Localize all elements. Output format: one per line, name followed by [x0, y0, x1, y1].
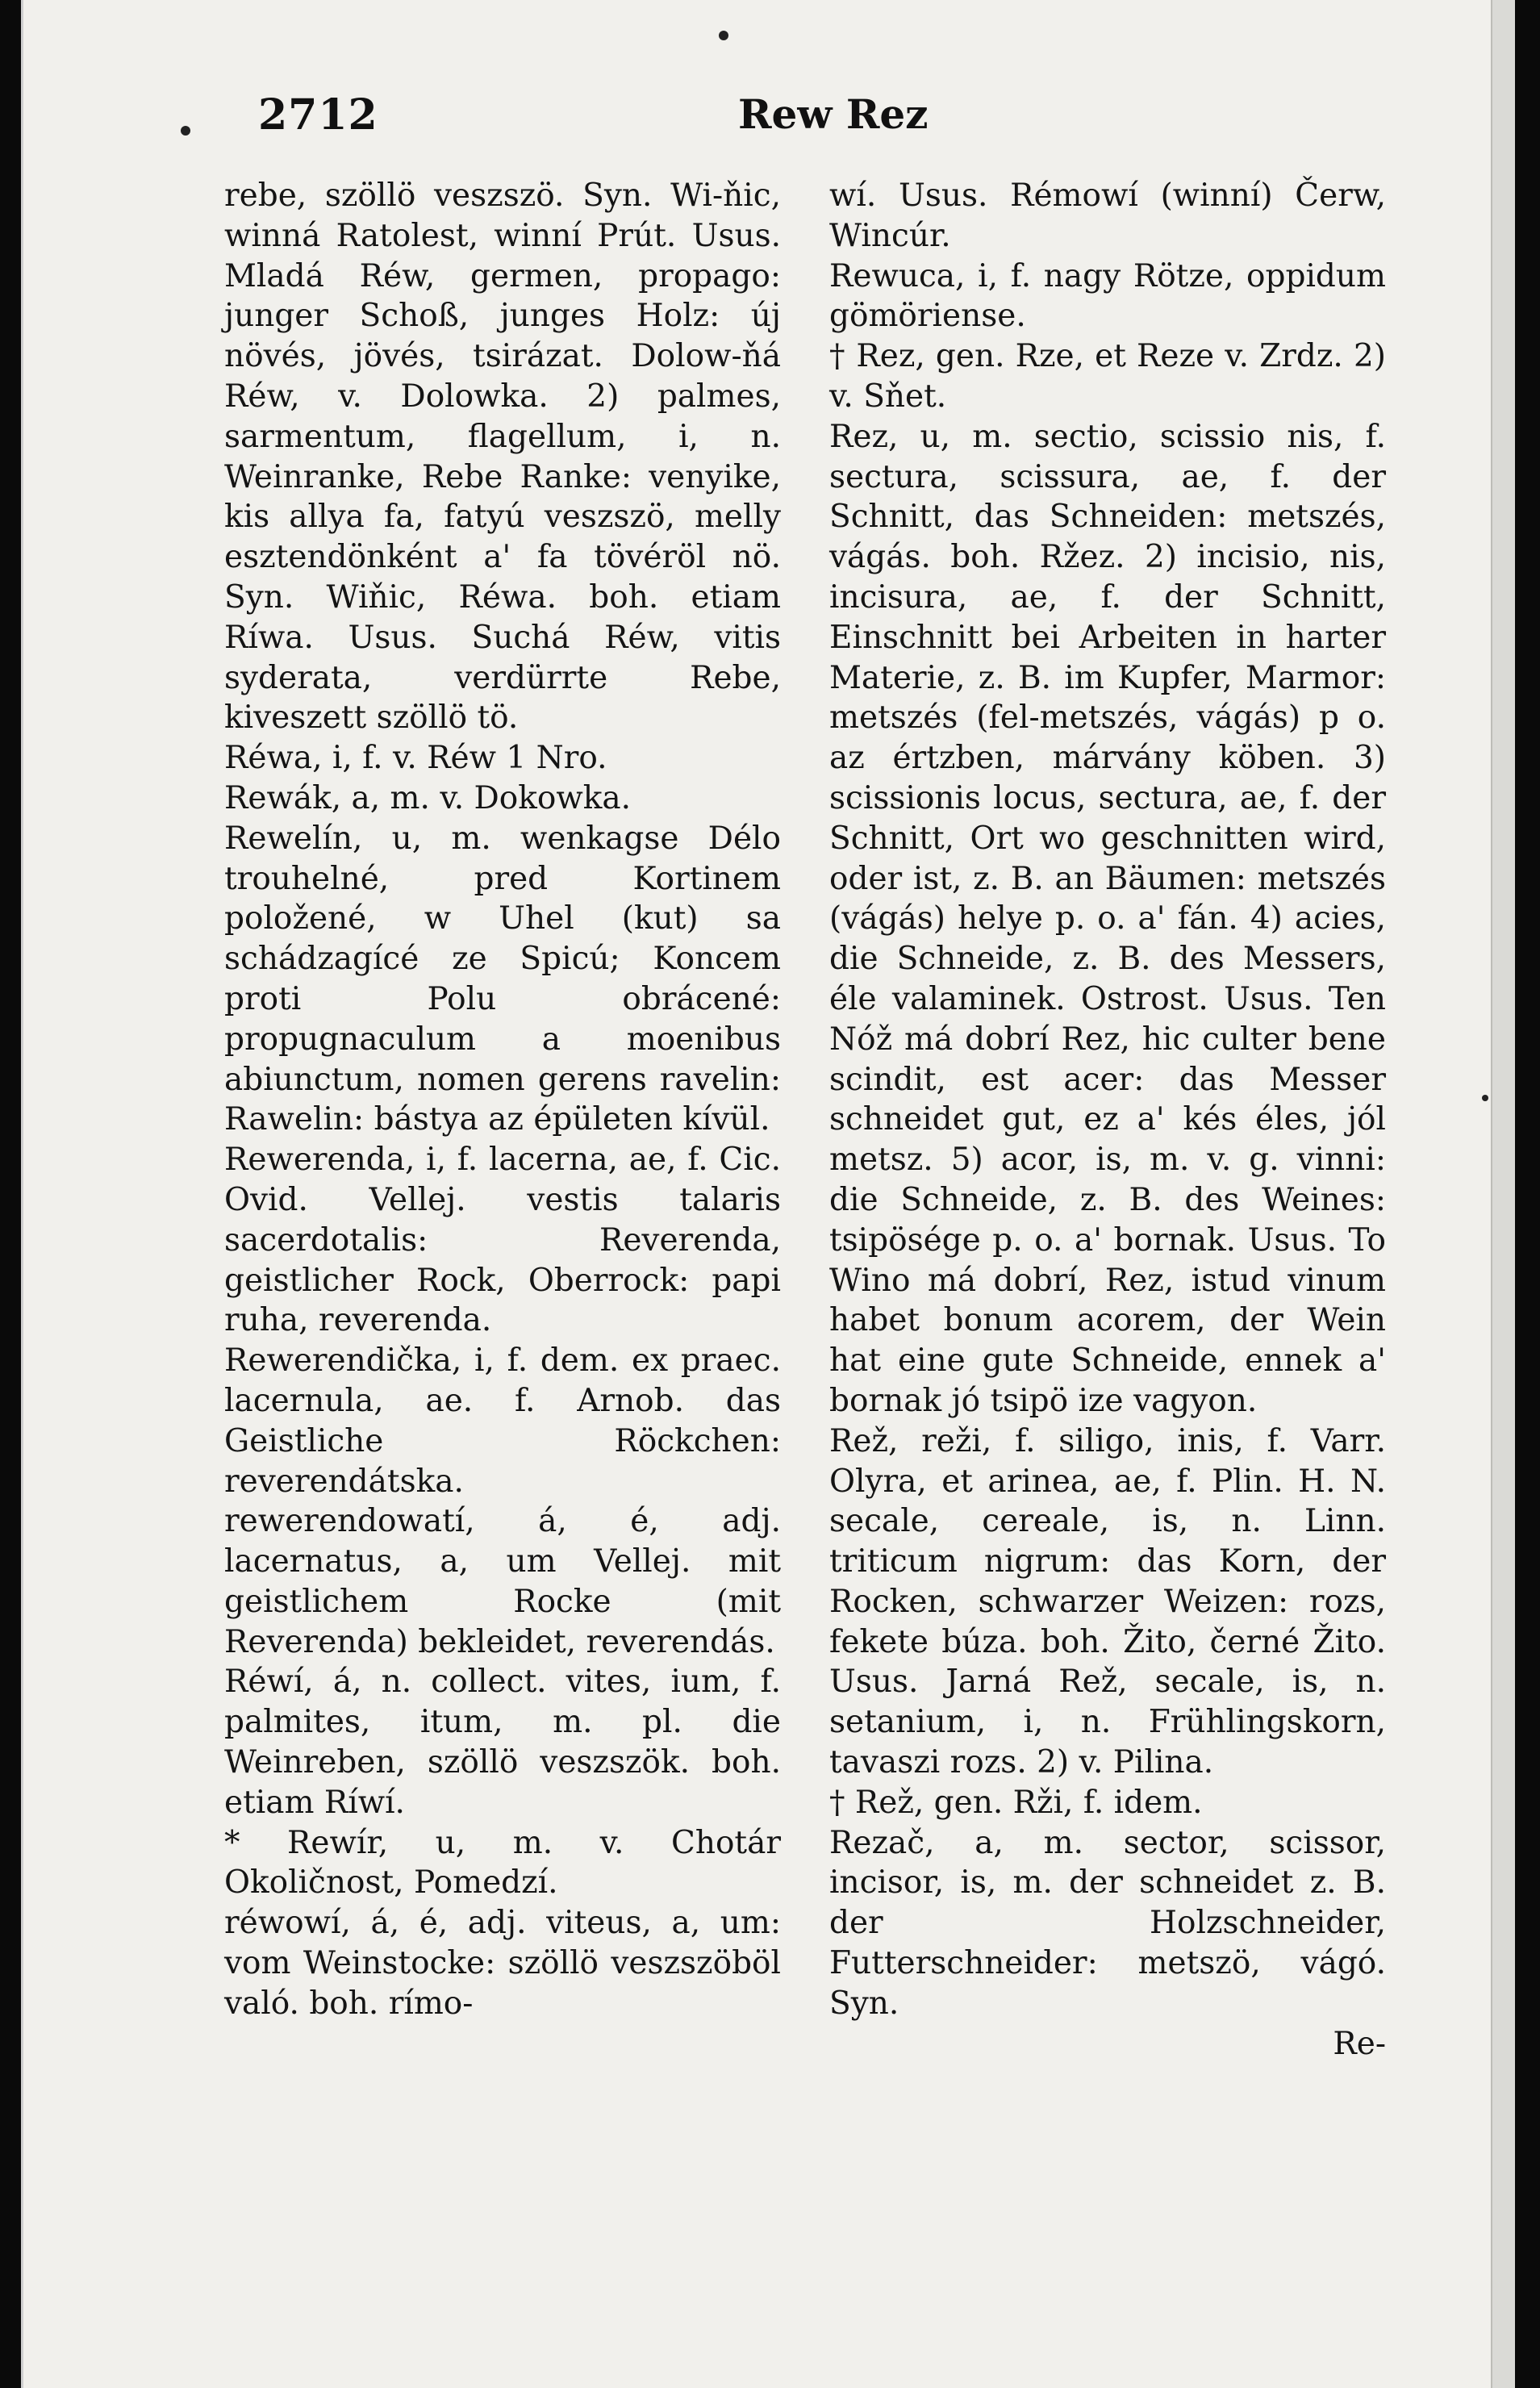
- page-edge: [1491, 0, 1515, 2388]
- ink-speck: [181, 126, 190, 136]
- dictionary-entry: rebe, szöllö veszszö. Syn. Wi-ňic, winná Ratolest, winní Prút. Usus. Mladá Réw, germen, propago: junger Schoß, junges Holz: új növés, jövés, tsirázat. Dolow-ňá Réw, v. Dolowka. 2) palmes, sarmentum, flagellum, i, n. Weinranke, Rebe Ranke: venyike, kis allya fa, fatyú veszszö, melly esztendönként a' fa tövéröl nö. Syn. Wiňic, Réwa. boh. etiam Ríwa. Usus. Suchá Réw, vitis syderata, verdürrte Rebe, kiveszett szöllö tö.: [224, 177, 781, 737]
- dictionary-entry: * Rewír, u, m. v. Chotár Okoličnost, Pomedzí.: [224, 1824, 781, 1902]
- left-column: [224, 176, 781, 2024]
- dictionary-entry: rewerendowatí, á, é, adj. lacernatus, a, um Vellej. mit geistlichem Rocke (mit Reverenda) bekleidet, reverendás.: [224, 1503, 781, 1660]
- ink-speck: [1482, 1095, 1488, 1101]
- dictionary-entry: Rewelín, u, m. wenkagse Délo trouhelné, pred Kortinem položené, w Uhel (kut) sa schádzagícé ze Spicú; Koncem proti Polu obrácené: propugnaculum a moenibus abiunctum, nomen gerens ravelin: Rawelin: bástya az épületen kívül.: [224, 820, 781, 1138]
- page-number: 2712: [258, 90, 378, 140]
- dictionary-entry: Rewerendička, i, f. dem. ex praec. lacernula, ae. f. Arnob. das Geistliche Röckchen: reverendátska.: [224, 1342, 781, 1500]
- page-header: [258, 90, 1420, 147]
- right-column: [829, 176, 1386, 2064]
- ink-speck: [719, 31, 728, 40]
- dictionary-entry: Rewerenda, i, f. lacerna, ae, f. Cic. Ovid. Vellej. vestis talaris sacerdotalis: Reverenda, geistlicher Rock, Oberrock: papi ruha, reverenda.: [224, 1142, 781, 1339]
- dictionary-entry: réwowí, á, é, adj. viteus, a, um: vom Weinstocke: szöllö veszszöböl való. boh. rímo-: [224, 1905, 781, 2022]
- dictionary-entry: Rež, reži, f. siligo, inis, f. Varr. Olyra, et arinea, ae, f. Plin. H. N. secale, cereale, is, n. Linn. triticum nigrum: das Korn, der Rocken, schwarzer Weizen: rozs, fekete búza. boh. Žito, černé Žito. Usus. Jarná Rež, secale, is, n. setanium, i, n. Frühlingskorn, tavaszi rozs. 2) v. Pilina.: [829, 1422, 1386, 1781]
- catchword: Re-: [1333, 2025, 1386, 2062]
- dictionary-entry: Réwa, i, f. v. Réw 1 Nro.: [224, 740, 607, 777]
- dictionary-entry: Rezač, a, m. sector, scissor, incisor, is, m. der schneidet z. B. der Holzschneider, Futterschneider: metszö, vágó. Syn.: [829, 1824, 1386, 2022]
- dictionary-entry: Rez, u, m. sectio, scissio nis, f. sectura, scissura, ae, f. der Schnitt, das Schneiden: metszés, vágás. boh. Ržez. 2) incisio, nis, incisura, ae, f. der Schnitt, Einschnitt bei Arbeiten in harter Materie, z. B. im Kupfer, Marmor: metszés (fel-metszés, vágás) p o. az értzben, márvány köben. 3) scissionis locus, sectura, ae, f. der Schnitt, Ort wo geschnitten wird, oder ist, z. B. an Bäumen: metszés (vágás) helye p. o. a' fán. 4) acies, die Schneide, z. B. des Messers, éle valaminek. Ostrost. Usus. Ten Nóž má dobrí Rez, hic culter bene scindit, est acer: das Messer schneidet gut, ez a' kés éles, jól metsz. 5) acor, is, m. v. g. vinni: die Schneide, z. B. des Weines: tsipösége p. o. a' bornak. Usus. To Wino má dobrí, Rez, istud vinum habet bonum acorem, der Wein hat eine gute Schneide, ennek a' bornak jó tsipö ize vagyon.: [829, 418, 1386, 1419]
- dictionary-entry: † Rez, gen. Rze, et Reze v. Zrdz. 2) v. Sňet.: [829, 338, 1386, 415]
- dictionary-entry: Rewuca, i, f. nagy Rötze, oppidum gömöriense.: [829, 257, 1386, 335]
- dictionary-entry: wí. Usus. Rémowí (winní) Čerw, Wincúr.: [829, 177, 1386, 254]
- running-head: Rew Rez: [738, 90, 929, 138]
- dictionary-entry: Réwí, á, n. collect. vites, ium, f. palmites, itum, m. pl. die Weinreben, szöllö veszszök. boh. etiam Ríwí.: [224, 1664, 781, 1821]
- dictionary-entry: Rewák, a, m. v. Dokowka.: [224, 779, 632, 816]
- dictionary-entry: † Rež, gen. Rži, f. idem.: [829, 1784, 1203, 1821]
